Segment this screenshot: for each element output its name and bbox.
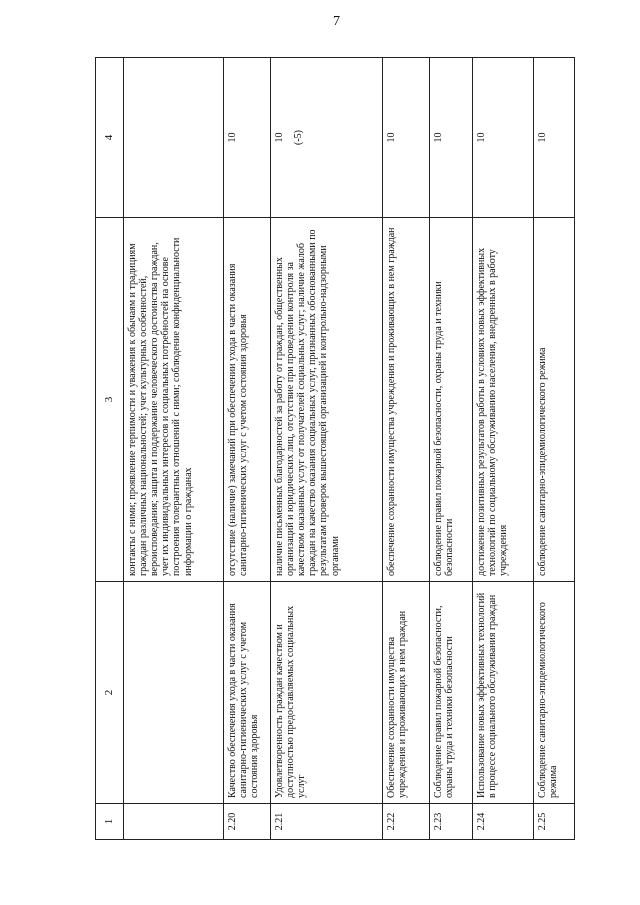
rotated-table-container [95, 58, 575, 840]
points-cell [223, 58, 270, 218]
header-cell: 3 [96, 218, 124, 582]
row-number: 2.20 [223, 804, 270, 840]
header-cell: 4 [96, 58, 124, 218]
indicator-cell: наличие письменных благодарностей за работу от граждан, общественных организаций и юридических лиц, отсутствие при проведении контроля за качеством оказанных услуг от получателей социальных услуг; наличие жалоб граждан на качество оказания социальных услуг, признанных обоснованными по результатам проверок вышестоящей организацией и контрольно-надзорными органами [270, 218, 382, 582]
row-number [123, 804, 223, 840]
row-number: 2.24 [472, 804, 533, 840]
table-row [429, 58, 472, 840]
indicator-cell: контакты с ними; проявление терпимости и уважения к обычаям и традициям граждан различных национальностей; учет культурных особенностей, вероисповедания; защита и поддержание человеческого достоинства граждан, учет их индивидуальных интересов и социальных потребностей на основе построения толерантных отношений с ними; соблюдение конфиденциальности информации о гражданах [123, 218, 223, 582]
table-row [534, 58, 575, 840]
points-cell [382, 58, 429, 218]
indicator-cell: достижение позитивных результатов работы в условиях новых эффективных технологий по социальному обслуживанию населения, внедренных в работу учреждения [472, 218, 533, 582]
page-number: 7 [333, 14, 340, 29]
table-row [223, 58, 270, 840]
points-penalty: (-5) [292, 130, 304, 145]
indicator-cell: соблюдение правил пожарной безопасности, охраны труда и техники безопасности [429, 218, 472, 582]
row-number: 2.25 [534, 804, 575, 840]
points-value: 10 [537, 132, 549, 143]
criterion-cell: Качество обеспечения ухода в части оказания санитарно-гигиенических услуг с учетом состояния здоровья [223, 582, 270, 804]
row-number: 2.22 [382, 804, 429, 840]
points-value: 10 [273, 132, 285, 143]
points-cell [270, 58, 382, 218]
points-cell [472, 58, 533, 218]
points-value: 10 [475, 132, 487, 143]
table-row [382, 58, 429, 840]
criterion-cell: Использование новых эффективных технологий в процессе социального обслуживания граждан [472, 582, 533, 804]
row-number: 2.23 [429, 804, 472, 840]
points-cell [534, 58, 575, 218]
row-number: 2.21 [270, 804, 382, 840]
criterion-cell: Соблюдение санитарно-эпидемиологического режима [534, 582, 575, 804]
criterion-cell [123, 582, 223, 804]
indicator-cell: обеспечение сохранности имущества учреждения и проживающих в нем граждан [382, 218, 429, 582]
points-value: 10 [432, 132, 444, 143]
table-row [472, 58, 533, 840]
criterion-cell: Обеспечение сохранности имущества учреждения и проживающих в нем граждан [382, 582, 429, 804]
criterion-cell: Удовлетворенность граждан качеством и доступностью предоставляемых социальных услуг [270, 582, 382, 804]
points-cell [123, 58, 223, 218]
table-header-row [96, 58, 124, 840]
points-value: 10 [226, 132, 238, 143]
header-cell: 2 [96, 582, 124, 804]
points-cell [429, 58, 472, 218]
criteria-table [95, 57, 575, 840]
indicator-cell: отсутствие (наличие) замечаний при обеспечении ухода в части оказания санитарно-гигиенических услуг с учетом состояния здоровья [223, 218, 270, 582]
indicator-cell: соблюдение санитарно-эпидемиологического режима [534, 218, 575, 582]
points-value: 10 [385, 132, 397, 143]
criterion-cell: Соблюдение правил пожарной безопасности, охраны труда и техники безопасности [429, 582, 472, 804]
table-row [123, 58, 223, 840]
header-cell: 1 [96, 804, 124, 840]
table-row [270, 58, 382, 840]
